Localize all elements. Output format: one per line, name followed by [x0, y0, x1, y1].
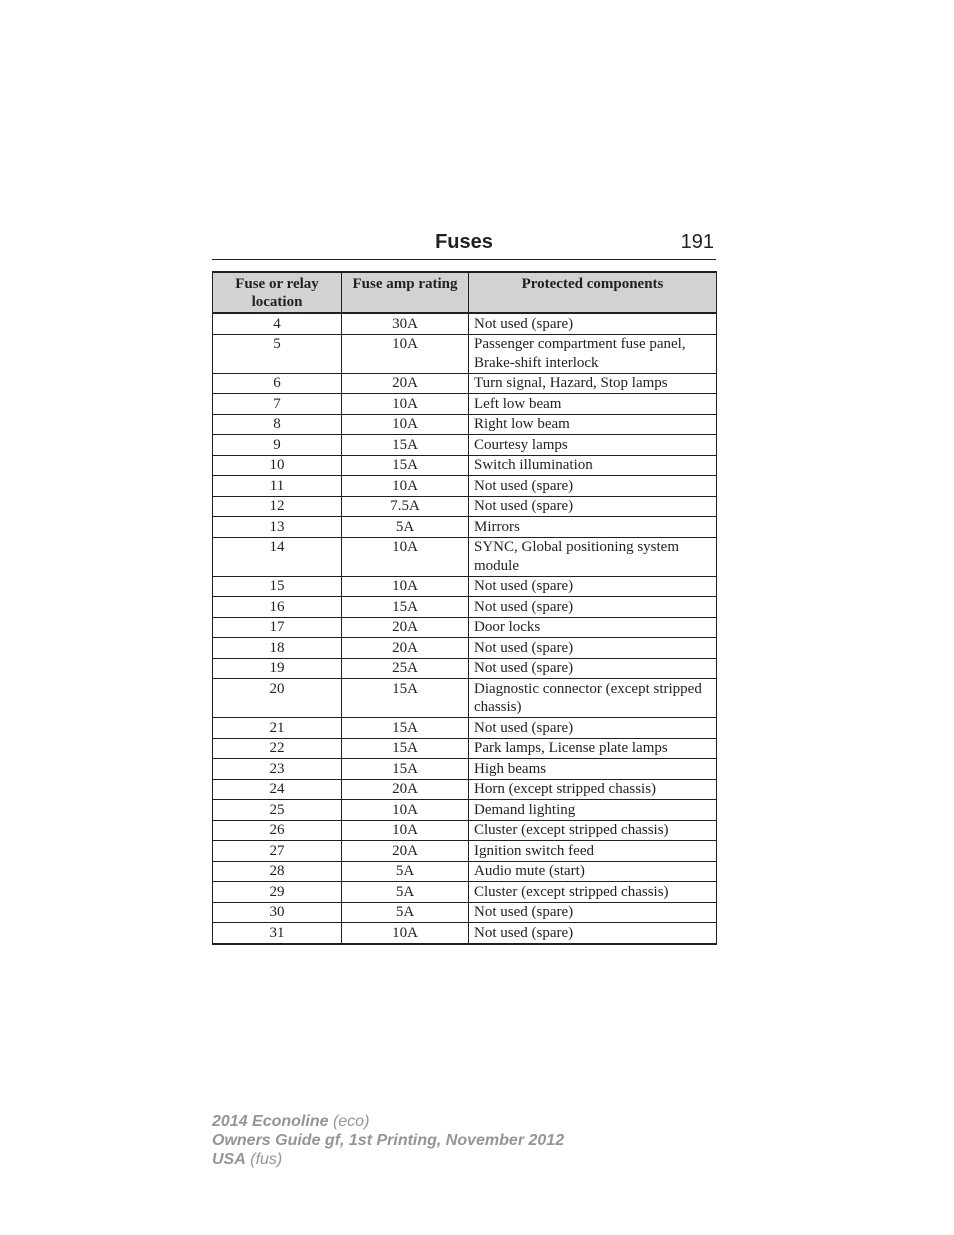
table-row — [213, 882, 717, 903]
cell-rating: 20A — [342, 373, 469, 394]
cell-rating: 20A — [342, 841, 469, 862]
cell-components: Mirrors — [469, 517, 717, 538]
cell-rating: 10A — [342, 576, 469, 597]
table-row — [213, 576, 717, 597]
table-row — [213, 923, 717, 944]
cell-location: 24 — [213, 779, 342, 800]
table-row — [213, 638, 717, 659]
table-row — [213, 373, 717, 394]
footer-line-1 — [212, 1112, 564, 1131]
cell-location: 8 — [213, 414, 342, 435]
cell-rating: 15A — [342, 435, 469, 456]
cell-location: 14 — [213, 537, 342, 576]
cell-components: Not used (spare) — [469, 638, 717, 659]
cell-rating: 10A — [342, 537, 469, 576]
cell-components: Left low beam — [469, 394, 717, 415]
table-row — [213, 537, 717, 576]
table-body — [213, 313, 717, 944]
cell-location: 22 — [213, 738, 342, 759]
cell-components: Horn (except stripped chassis) — [469, 779, 717, 800]
table-row — [213, 679, 717, 718]
column-header-components: Protected components — [469, 272, 717, 313]
table-row — [213, 517, 717, 538]
cell-components: Not used (spare) — [469, 576, 717, 597]
cell-components: Not used (spare) — [469, 902, 717, 923]
cell-components: Not used (spare) — [469, 476, 717, 497]
page-number: 191 — [680, 231, 714, 253]
cell-location: 9 — [213, 435, 342, 456]
cell-components: Audio mute (start) — [469, 861, 717, 882]
cell-location: 21 — [213, 718, 342, 739]
cell-rating: 15A — [342, 597, 469, 618]
cell-rating: 5A — [342, 882, 469, 903]
table-row — [213, 496, 717, 517]
table-row — [213, 476, 717, 497]
table-row — [213, 394, 717, 415]
cell-components: Not used (spare) — [469, 718, 717, 739]
cell-location: 19 — [213, 658, 342, 679]
cell-components: Switch illumination — [469, 455, 717, 476]
cell-location: 28 — [213, 861, 342, 882]
cell-rating: 20A — [342, 638, 469, 659]
cell-rating: 15A — [342, 718, 469, 739]
cell-components: Cluster (except stripped chassis) — [469, 882, 717, 903]
table-row — [213, 435, 717, 456]
cell-components: Door locks — [469, 617, 717, 638]
cell-location: 15 — [213, 576, 342, 597]
table-row — [213, 861, 717, 882]
table-row — [213, 313, 717, 334]
table-row — [213, 738, 717, 759]
cell-components: High beams — [469, 759, 717, 780]
cell-location: 13 — [213, 517, 342, 538]
table-row — [213, 902, 717, 923]
cell-location: 20 — [213, 679, 342, 718]
cell-location: 5 — [213, 334, 342, 373]
table-row — [213, 820, 717, 841]
table-row — [213, 759, 717, 780]
page-footer — [212, 1112, 564, 1169]
table-row — [213, 658, 717, 679]
section-title: Fuses — [435, 231, 493, 253]
cell-components: Not used (spare) — [469, 597, 717, 618]
cell-location: 10 — [213, 455, 342, 476]
cell-rating: 10A — [342, 394, 469, 415]
cell-rating: 25A — [342, 658, 469, 679]
footer-market: USA — [212, 1151, 246, 1168]
table-row — [213, 718, 717, 739]
cell-components: Passenger compartment fuse panel, Brake-shift interlock — [469, 334, 717, 373]
cell-rating: 10A — [342, 414, 469, 435]
table-row — [213, 334, 717, 373]
cell-components: Right low beam — [469, 414, 717, 435]
cell-location: 29 — [213, 882, 342, 903]
cell-location: 7 — [213, 394, 342, 415]
cell-location: 18 — [213, 638, 342, 659]
cell-location: 11 — [213, 476, 342, 497]
table-row — [213, 414, 717, 435]
footer-market-code: (fus) — [250, 1151, 283, 1168]
table-row — [213, 841, 717, 862]
cell-rating: 20A — [342, 617, 469, 638]
cell-components: Park lamps, License plate lamps — [469, 738, 717, 759]
cell-components: Not used (spare) — [469, 313, 717, 334]
cell-location: 25 — [213, 800, 342, 821]
cell-rating: 10A — [342, 800, 469, 821]
footer-model: 2014 Econoline — [212, 1113, 329, 1130]
cell-location: 12 — [213, 496, 342, 517]
column-header-rating: Fuse amp rating — [342, 272, 469, 313]
cell-components: Cluster (except stripped chassis) — [469, 820, 717, 841]
cell-rating: 20A — [342, 779, 469, 800]
cell-location: 23 — [213, 759, 342, 780]
table-row — [213, 597, 717, 618]
cell-components: Not used (spare) — [469, 658, 717, 679]
cell-rating: 15A — [342, 679, 469, 718]
cell-components: Turn signal, Hazard, Stop lamps — [469, 373, 717, 394]
page-header — [212, 228, 716, 260]
cell-rating: 30A — [342, 313, 469, 334]
footer-edition: Owners Guide gf, 1st Printing, November 2012 — [212, 1132, 565, 1149]
cell-rating: 15A — [342, 759, 469, 780]
cell-location: 26 — [213, 820, 342, 841]
cell-rating: 5A — [342, 861, 469, 882]
cell-location: 4 — [213, 313, 342, 334]
cell-components: Diagnostic connector (except stripped chassis) — [469, 679, 717, 718]
table-row — [213, 779, 717, 800]
cell-rating: 10A — [342, 334, 469, 373]
footer-line-3 — [212, 1150, 564, 1169]
cell-rating: 5A — [342, 517, 469, 538]
cell-components: SYNC, Global positioning system module — [469, 537, 717, 576]
table-row — [213, 800, 717, 821]
cell-rating: 10A — [342, 820, 469, 841]
cell-components: Demand lighting — [469, 800, 717, 821]
cell-location: 6 — [213, 373, 342, 394]
cell-location: 31 — [213, 923, 342, 944]
cell-location: 27 — [213, 841, 342, 862]
cell-components: Not used (spare) — [469, 923, 717, 944]
footer-model-code: (eco) — [332, 1113, 370, 1130]
cell-rating: 7.5A — [342, 496, 469, 517]
cell-rating: 15A — [342, 455, 469, 476]
fuse-table — [212, 271, 717, 945]
cell-location: 16 — [213, 597, 342, 618]
cell-components: Not used (spare) — [469, 496, 717, 517]
table-row — [213, 617, 717, 638]
cell-location: 30 — [213, 902, 342, 923]
column-header-location: Fuse or relay location — [213, 272, 342, 313]
cell-rating: 10A — [342, 923, 469, 944]
cell-rating: 5A — [342, 902, 469, 923]
cell-components: Ignition switch feed — [469, 841, 717, 862]
cell-rating: 15A — [342, 738, 469, 759]
cell-rating: 10A — [342, 476, 469, 497]
cell-location: 17 — [213, 617, 342, 638]
table-row — [213, 455, 717, 476]
table-header-row — [213, 272, 717, 313]
footer-line-2 — [212, 1131, 564, 1150]
cell-components: Courtesy lamps — [469, 435, 717, 456]
